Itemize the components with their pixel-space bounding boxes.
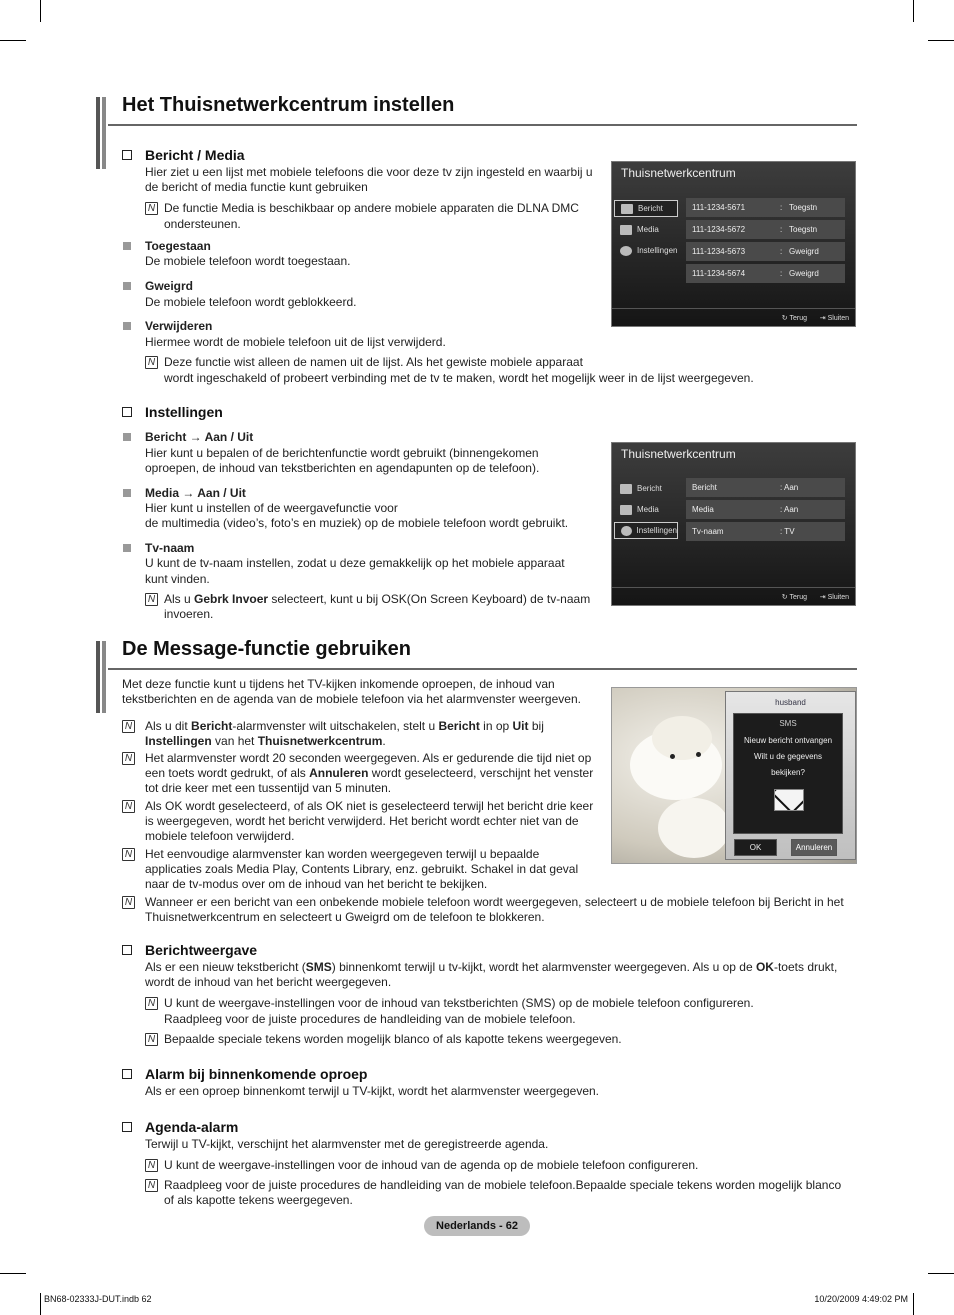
paragraph: Met deze functie kunt u tijdens het TV-kijken inkomende oproepen, de inhoud van bbox=[122, 677, 555, 691]
item-title: Verwijderen bbox=[145, 319, 213, 333]
print-footer-file: BN68-02333J-DUT.indb 62 bbox=[44, 1294, 152, 1304]
note-icon: N bbox=[145, 1179, 158, 1192]
phone-row[interactable]: 111-1234-5673 : Gweigrd bbox=[686, 242, 845, 261]
item-text: De mobiele telefoon wordt toegestaan. bbox=[145, 254, 351, 268]
polar-bear-image bbox=[658, 798, 730, 858]
item-text: oproepen, de inhoud van tekstberichten en agendapunten op de telefoon). bbox=[145, 461, 540, 475]
close-hint: ⇥ Sluiten bbox=[819, 315, 849, 322]
square-bullet-icon bbox=[123, 322, 131, 330]
note-text: Het alarmvenster wordt 20 seconden weergegeven. Als er gedurende die tijd niet op bbox=[145, 751, 592, 765]
item-title: Bericht → Aan / Uit bbox=[145, 430, 254, 444]
square-bullet-icon bbox=[123, 433, 131, 441]
note-text: wordt ingeschakeld of probeert verbinding met de tv te maken, wordt het mogelijk weer in de lijst weergegeven. bbox=[164, 371, 754, 385]
note-text: Deze functie wist alleen de namen uit de lijst. Als het gewiste mobiele apparaat bbox=[164, 355, 583, 369]
note-icon: N bbox=[145, 593, 158, 606]
alarm-body bbox=[733, 713, 843, 834]
crop-mark bbox=[928, 40, 954, 41]
note-text: ondersteunen. bbox=[164, 217, 241, 231]
note-text: is weergegeven, wordt het bericht verwijderd. Het bericht wordt echter niet van de bbox=[145, 814, 579, 828]
paragraph: Terwijl u TV-kijkt, verschijnt het alarmvenster met de geregistreerde agenda. bbox=[145, 1137, 549, 1151]
tv-menu-item-media[interactable]: Media bbox=[614, 501, 678, 518]
bear-eye bbox=[670, 754, 675, 759]
note-text: De functie Media is beschikbaar op andere mobiele apparaten die DLNA DMC bbox=[164, 201, 579, 215]
crop-mark bbox=[40, 1293, 41, 1315]
ok-button[interactable]: OK bbox=[734, 839, 777, 856]
note-text: Bepaalde speciale tekens worden mogelijk blanco of als kapotte tekens weergegeven. bbox=[164, 1032, 622, 1046]
item-title: Gweigrd bbox=[145, 279, 194, 293]
note-text: Thuisnetwerkcentrum en selecteert u Gweigrd om de telefoon te blokkeren. bbox=[145, 910, 545, 924]
note-text: U kunt de weergave-instellingen voor de inhoud van tekstberichten (SMS) op de mobiele telefoon configureren. bbox=[164, 996, 754, 1010]
note-icon: N bbox=[145, 202, 158, 215]
subheading-instellingen: Instellingen bbox=[122, 404, 223, 420]
note-icon: N bbox=[122, 752, 135, 765]
note-text: mobiele telefoon verwijderd. bbox=[145, 829, 295, 843]
note-text: Wanneer er een bericht van een onbekende mobiele telefoon wordt weergegeven, selecteert u de mobiele telefoon bij Bericht in het bbox=[145, 895, 844, 909]
paragraph: Hier ziet u een lijst met mobiele telefoons die voor deze tv zijn ingesteld en waarbij u bbox=[145, 165, 593, 179]
note-icon: N bbox=[145, 1159, 158, 1172]
page-number: Nederlands - 62 bbox=[424, 1216, 530, 1236]
note-icon: N bbox=[122, 896, 135, 909]
note-icon: N bbox=[122, 800, 135, 813]
note-text: U kunt de weergave-instellingen voor de inhoud van de agenda op de mobiele telefoon configureren. bbox=[164, 1158, 699, 1172]
paragraph: Als er een nieuw tekstbericht (SMS) binnenkomt terwijl u tv-kijkt, wordt het alarmvenster weergegeven. Als u op de OK-toets drukt, bbox=[145, 960, 838, 974]
tv-screen-title: Thuisnetwerkcentrum bbox=[621, 166, 736, 180]
phone-row[interactable]: 111-1234-5674 : Gweigrd bbox=[686, 264, 845, 283]
item-text: kunt vinden. bbox=[145, 572, 210, 586]
back-hint: ↻ Terug bbox=[781, 315, 807, 322]
checkbox-bullet-icon bbox=[122, 407, 132, 417]
envelope-icon bbox=[620, 484, 632, 494]
tv-menu-item-instellingen[interactable]: Instellingen bbox=[614, 242, 678, 259]
section-marker bbox=[96, 641, 108, 713]
note-icon: N bbox=[122, 848, 135, 861]
note-text: Raadpleeg voor de juiste procedures de handleiding van de mobiele telefoon.Bepaalde speciale tekens worden mogelijk blanco bbox=[164, 1178, 842, 1192]
message-line: bekijken? bbox=[771, 768, 805, 777]
tv-screen-contacts bbox=[611, 161, 856, 327]
item-text: De mobiele telefoon wordt geblokkeerd. bbox=[145, 295, 357, 309]
note-text: tot drie keer met een tussentijd van 5 minuten. bbox=[145, 781, 392, 795]
note-icon: N bbox=[145, 1033, 158, 1046]
note-text: Als u dit Bericht-alarmvenster wilt uitschakelen, stelt u Bericht in op Uit bij bbox=[145, 719, 544, 733]
note-text: naar de tv-modus over om de inhoud van het bericht te bekijken. bbox=[145, 877, 488, 891]
media-icon bbox=[620, 505, 632, 515]
note-text: Als OK wordt geselecteerd, of als OK niet is geselecteerd terwijl het bericht drie keer bbox=[145, 799, 594, 813]
alarm-dialog bbox=[725, 691, 856, 860]
item-text: Hier kunt u bepalen of de berichtenfunctie wordt gebruikt (binnengekomen bbox=[145, 446, 539, 460]
tv-footer bbox=[612, 308, 855, 326]
setting-row[interactable]: Tv-naam : TV bbox=[686, 522, 845, 541]
crop-mark bbox=[0, 1273, 26, 1274]
back-hint: ↻ Terug bbox=[781, 594, 807, 601]
checkbox-bullet-icon bbox=[122, 1069, 132, 1079]
gear-icon bbox=[620, 246, 632, 256]
section-title: De Message-functie gebruiken bbox=[122, 638, 411, 660]
checkbox-bullet-icon bbox=[122, 945, 132, 955]
note-icon: N bbox=[145, 356, 158, 369]
section-marker bbox=[96, 97, 108, 169]
crop-mark bbox=[913, 1293, 914, 1315]
note-icon: N bbox=[145, 997, 158, 1010]
envelope-icon bbox=[621, 204, 633, 214]
paragraph: Als er een oproep binnenkomt terwijl u TV-kijkt, wordt het alarmvenster weergegeven. bbox=[145, 1084, 600, 1098]
section-title: Het Thuisnetwerkcentrum instellen bbox=[122, 94, 455, 116]
paragraph: tekstberichten en de agenda van de mobiele telefoon via het alarmvenster weergeven. bbox=[122, 692, 581, 706]
section-rule bbox=[108, 124, 857, 126]
item-text: Hiermee wordt de mobiele telefoon uit de lijst verwijderd. bbox=[145, 335, 446, 349]
checkbox-bullet-icon bbox=[122, 150, 132, 160]
tv-screen-settings bbox=[611, 442, 856, 606]
square-bullet-icon bbox=[123, 242, 131, 250]
setting-row[interactable]: Media : Aan bbox=[686, 500, 845, 519]
item-title: Media → Aan / Uit bbox=[145, 486, 246, 500]
sender-name: husband bbox=[775, 698, 806, 707]
tv-menu-item-bericht[interactable]: Bericht bbox=[614, 480, 678, 497]
checkbox-bullet-icon bbox=[122, 1122, 132, 1132]
message-type: SMS bbox=[779, 719, 797, 728]
tv-menu-item-bericht[interactable]: Bericht bbox=[614, 200, 678, 217]
subheading-alarm-oproep: Alarm bij binnenkomende oproep bbox=[122, 1066, 367, 1082]
item-text: U kunt de tv-naam instellen, zodat u deze gemakkelijk op het mobiele apparaat bbox=[145, 556, 565, 570]
note-text: Instellingen van het Thuisnetwerkcentrum. bbox=[145, 734, 386, 748]
crop-mark bbox=[928, 1273, 954, 1274]
subheading-bericht-media: Bericht / Media bbox=[122, 147, 245, 163]
tv-screen-title: Thuisnetwerkcentrum bbox=[621, 447, 736, 461]
note-text: Als u Gebrk Invoer selecteert, kunt u bij OSK(On Screen Keyboard) de tv-naam bbox=[164, 592, 591, 606]
subheading-agenda-alarm: Agenda-alarm bbox=[122, 1119, 238, 1135]
close-hint: ⇥ Sluiten bbox=[819, 594, 849, 601]
note-text: applicaties zoals Media Play, Contents Library, enz. gebruikt. Schakel in dat geval bbox=[145, 862, 579, 876]
phone-row[interactable]: 111-1234-5672 : Toegstn bbox=[686, 220, 845, 239]
crop-mark bbox=[913, 0, 914, 22]
note-text: Het eenvoudige alarmvenster kan worden weergegeven terwijl u bepaalde bbox=[145, 847, 540, 861]
media-icon bbox=[620, 225, 632, 235]
section-rule bbox=[108, 668, 857, 670]
gear-icon bbox=[621, 526, 632, 536]
subheading-berichtweergave: Berichtweergave bbox=[122, 942, 257, 958]
tv-menu-item-instellingen[interactable]: Instellingen bbox=[614, 522, 678, 539]
note-text: invoeren. bbox=[164, 607, 214, 621]
bear-eye bbox=[696, 752, 701, 757]
message-line: Nieuw bericht ontvangen bbox=[743, 736, 833, 745]
item-title: Toegestaan bbox=[145, 239, 211, 253]
square-bullet-icon bbox=[123, 489, 131, 497]
note-icon: N bbox=[122, 720, 135, 733]
tv-menu-item-media[interactable]: Media bbox=[614, 221, 678, 238]
crop-mark bbox=[0, 40, 26, 41]
cancel-button[interactable]: Annuleren bbox=[791, 839, 837, 856]
square-bullet-icon bbox=[123, 282, 131, 290]
tv-footer bbox=[612, 587, 855, 605]
paragraph: de bericht of media functie kunt gebruiken bbox=[145, 180, 368, 194]
alarm-screen-illustration bbox=[611, 687, 857, 864]
polar-bear-image bbox=[652, 716, 712, 760]
crop-mark bbox=[40, 0, 41, 22]
item-text: de multimedia (video’s, foto’s en muziek) op de mobiele telefoon wordt gebruikt. bbox=[145, 516, 569, 530]
item-title: Tv-naam bbox=[145, 541, 195, 555]
phone-row[interactable]: 111-1234-5671 : Toegstn bbox=[686, 198, 845, 217]
square-bullet-icon bbox=[123, 544, 131, 552]
note-text: of als kapotte tekens weergegeven. bbox=[164, 1193, 353, 1207]
note-text: een toets wordt gedrukt, of als Annuleren wordt geselecteerd, verschijnt het venster bbox=[145, 766, 594, 780]
note-text: Raadpleeg voor de juiste procedures de handleiding van de mobiele telefoon. bbox=[164, 1012, 576, 1026]
item-text: Hier kunt u instellen of de weergavefunctie voor bbox=[145, 501, 398, 515]
message-line: Wilt u de gegevens bbox=[753, 752, 823, 761]
print-footer-date: 10/20/2009 4:49:02 PM bbox=[814, 1294, 908, 1304]
paragraph: wordt de inhoud van het bericht weergegeven. bbox=[145, 975, 392, 989]
setting-row[interactable]: Bericht : Aan bbox=[686, 478, 845, 497]
envelope-icon bbox=[774, 789, 804, 811]
